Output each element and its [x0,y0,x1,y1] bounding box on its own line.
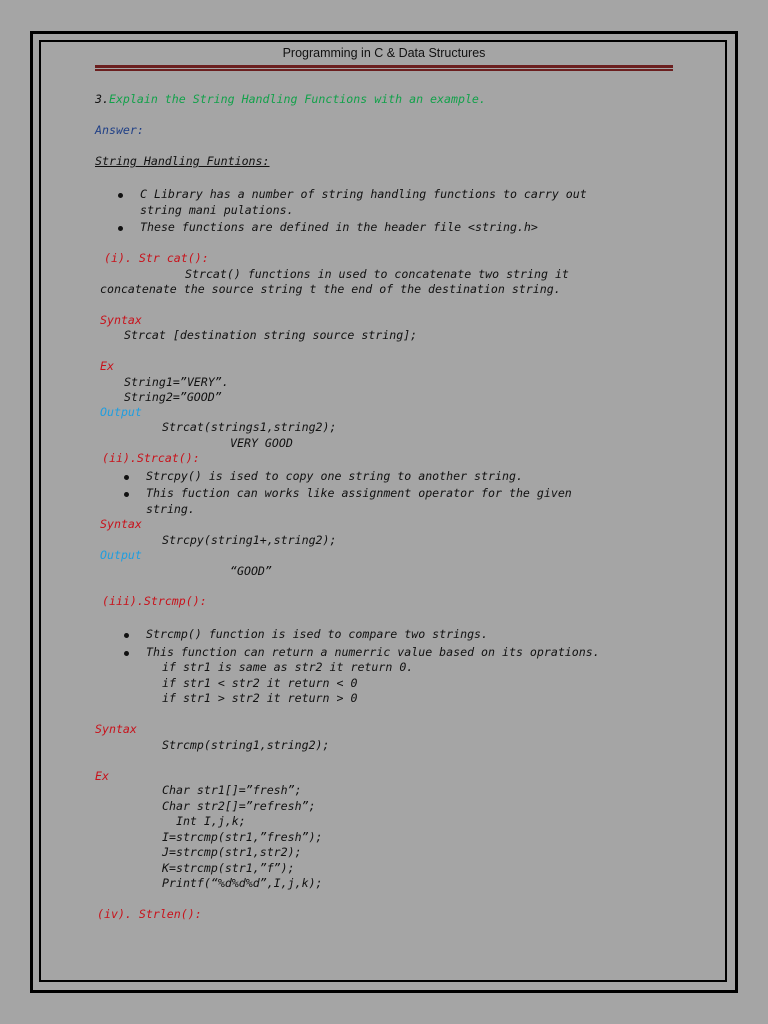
strcpy-output-label: Output [100,548,142,562]
intro-bullet-1-line-2: string mani pulations. [140,203,294,217]
strcmp-bullet-1: Strcmp() function is ised to compare two strings. [146,627,489,641]
bullet-icon [124,492,129,497]
header-rule-thin [95,69,673,71]
page-border-inner [39,40,727,982]
intro-bullet-2: These functions are defined in the header file <string.h> [140,220,538,234]
strlen-heading: (iv). Strlen(): [97,907,202,921]
strcat-desc-line-1: Strcat() functions in used to concatenate two string it [185,267,569,281]
strcpy-syntax-label: Syntax [100,517,142,531]
header-rule [95,65,673,68]
section-title: String Handling Funtions: [95,154,270,168]
strcpy-output: “GOOD” [230,564,272,578]
strcpy-bullet-2-line-1: This fuction can works like assignment operator for the given [146,486,572,500]
page-header-title: Programming in C & Data Structures [282,46,486,60]
strcmp-rule-3: if str1 > str2 it return > 0 [162,691,358,705]
strcat-output-label: Output [100,405,142,419]
strcmp-rule-1: if str1 is same as str2 it return 0. [162,660,414,674]
code-line: Int I,j,k; [162,814,246,828]
bullet-icon [124,651,129,656]
bullet-icon [124,633,129,638]
code-line: J=strcmp(str1,str2); [162,845,302,859]
strcat-syntax-label: Syntax [100,313,142,327]
strcat-output-line-2: VERY GOOD [230,436,293,450]
strcat-ex-line-2: String2=”GOOD” [124,390,222,404]
strcpy-syntax: Strcpy(string1+,string2); [162,533,337,547]
strcat-output-line-1: Strcat(strings1,string2); [162,420,337,434]
code-line: K=strcmp(str1,”f”); [162,861,295,875]
strcat-desc-line-2: concatenate the source string t the end of the destination string. [100,282,561,296]
strcpy-heading: (ii).Strcat(): [102,451,200,465]
bullet-icon [124,475,129,480]
code-line: I=strcmp(str1,”fresh”); [162,830,323,844]
strcat-ex-line-1: String1=”VERY”. [124,375,229,389]
strcmp-ex-label: Ex [95,769,109,783]
strcat-ex-label: Ex [100,359,114,373]
strcpy-bullet-2-line-2: string. [146,502,195,516]
question [95,92,486,107]
strcmp-rule-2: if str1 < str2 it return < 0 [162,676,358,690]
code-line: Printf(“%d%d%d”,I,j,k); [162,876,323,890]
question-text: Explain the String Handling Functions with an example. [108,92,486,106]
question-number: 3. [95,92,109,106]
strcat-heading: (i). Str cat(): [104,251,209,265]
bullet-icon [118,226,123,231]
strcmp-bullet-2: This function can return a numerric value based on its oprations. [146,645,600,659]
strcpy-bullet-1: Strcpy() is ised to copy one string to another string. [146,469,523,483]
strcmp-syntax-label: Syntax [95,722,137,736]
strcmp-syntax: Strcmp(string1,string2); [162,738,330,752]
strcmp-heading: (iii).Strcmp(): [102,594,207,608]
code-line: Char str1[]=”fresh”; [162,783,302,797]
code-line: Char str2[]=”refresh”; [162,799,316,813]
bullet-icon [118,193,123,198]
intro-bullet-1-line-1: C Library has a number of string handling functions to carry out [140,187,587,201]
answer-label: Answer: [95,123,144,137]
strcat-syntax: Strcat [destination string source string]; [124,328,418,342]
